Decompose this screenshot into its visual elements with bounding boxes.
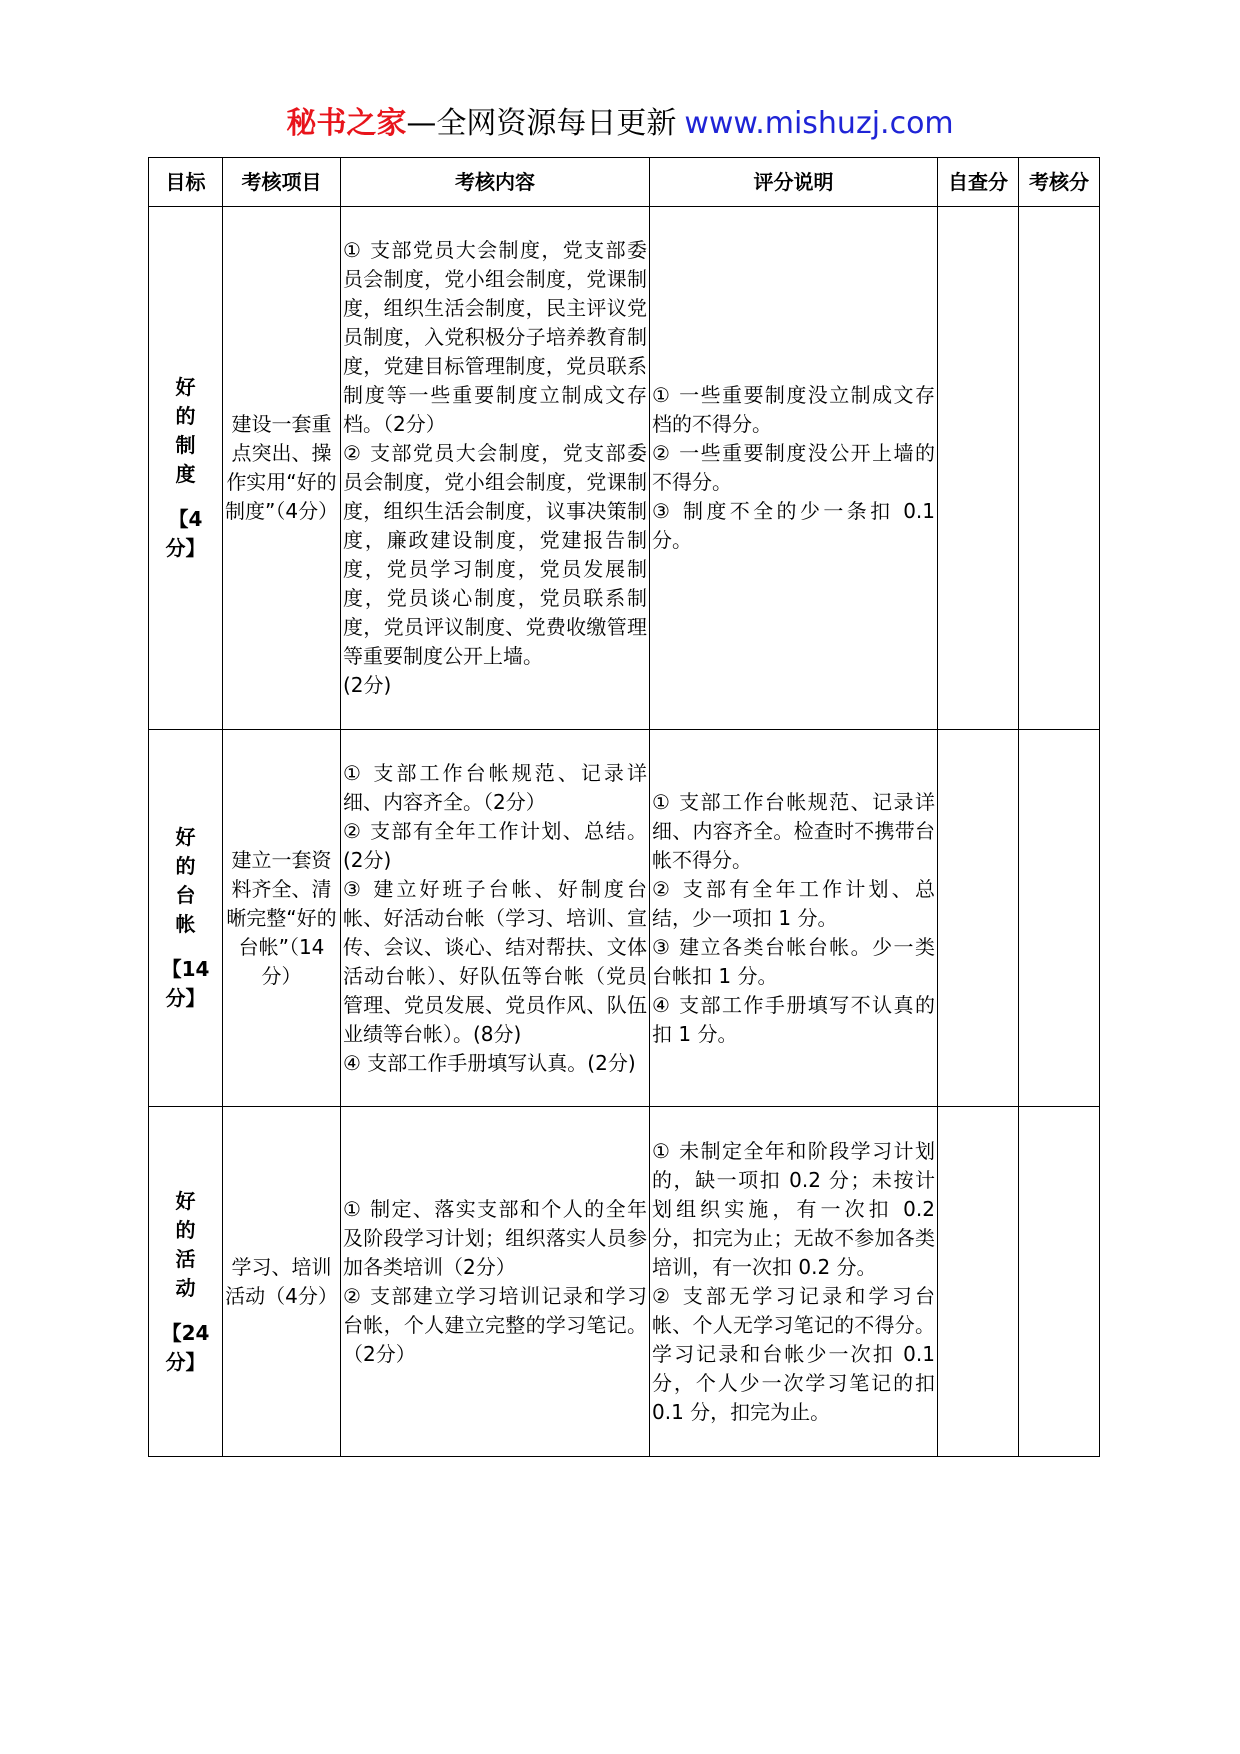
banner-slogan: —全网资源每日更新 xyxy=(406,106,677,141)
explain-cell xyxy=(650,207,938,730)
brand-name: 秘书之家 xyxy=(286,106,407,141)
content-cell xyxy=(341,730,650,1107)
header-content: 考核内容 xyxy=(341,158,650,207)
explain-line: ① 支部工作台帐规范、记录详细、内容齐全。检查时不携带台帐不得分。 xyxy=(652,789,935,872)
header-self-score: 自查分 xyxy=(938,158,1019,207)
item-cell: 学习、培训活动（4分） xyxy=(223,1107,341,1457)
goal-name: 好的制度 xyxy=(175,375,196,486)
goal-score: 【24分】 xyxy=(161,1320,210,1374)
table-row xyxy=(149,730,1100,1107)
explain-line: ③ 建立各类台帐台帐。少一类台帐扣 1 分。 xyxy=(652,934,935,988)
goal-cell xyxy=(149,730,223,1107)
table-header-row xyxy=(149,158,1100,207)
site-url[interactable]: www.mishuzj.com xyxy=(684,106,954,141)
explain-line: ② 一些重要制度没公开上墙的不得分。 xyxy=(652,441,935,494)
header-explain: 评分说明 xyxy=(650,158,938,207)
header-check-score: 考核分 xyxy=(1019,158,1100,207)
content-line: ① 支部党员大会制度，党支部委员会制度，党小组会制度，党课制度，组织生活会制度，民主评议党员制度，入党积极分子培养教育制度，党建目标管理制度，党员联系制度等一些重要制度立制成文存档。（2分） xyxy=(343,238,647,436)
explain-line: ③ 制度不全的少一条扣 0.1 分。 xyxy=(652,499,935,552)
table-row xyxy=(149,207,1100,730)
goal-name: 好的台帐 xyxy=(175,825,196,936)
self-score-cell[interactable] xyxy=(938,1107,1019,1457)
explain-cell xyxy=(650,1107,938,1457)
explain-cell xyxy=(650,730,938,1107)
content-line: ③ 建立好班子台帐、好制度台帐、好活动台帐（学习、培训、宣传、会议、谈心、结对帮扶、文体活动台帐）、好队伍等台帐（党员管理、党员发展、党员作风、队伍业绩等台帐）。(8分) xyxy=(343,876,647,1046)
check-score-cell[interactable] xyxy=(1019,207,1100,730)
goal-score: 【4分】 xyxy=(165,507,206,560)
content-cell xyxy=(341,1107,650,1457)
content-line: ① 支部工作台帐规范、记录详细、内容齐全。（2分） xyxy=(343,760,647,814)
content-line: ④ 支部工作手册填写认真。(2分) xyxy=(343,1050,636,1075)
goal-score: 【14分】 xyxy=(161,957,210,1010)
content-line: ② 支部有全年工作计划、总结。(2分) xyxy=(343,818,647,872)
header-goal: 目标 xyxy=(149,158,223,207)
self-score-cell[interactable] xyxy=(938,730,1019,1107)
item-cell: 建立一套资料齐全、清晰完整“好的台帐”（14分） xyxy=(223,730,341,1107)
goal-cell xyxy=(149,1107,223,1457)
explain-line: ① 一些重要制度没立制成文存档的不得分。 xyxy=(652,383,935,436)
item-cell: 建设一套重点突出、操作实用“好的制度”（4分） xyxy=(223,207,341,730)
table-row xyxy=(149,1107,1100,1457)
site-banner xyxy=(0,100,1240,148)
header-item: 考核项目 xyxy=(223,158,341,207)
check-score-cell[interactable] xyxy=(1019,1107,1100,1457)
explain-line: ② 支部有全年工作计划、总结，少一项扣 1 分。 xyxy=(652,876,935,930)
goal-name: 好的活动 xyxy=(175,1188,196,1300)
content-line: ① 制定、落实支部和个人的全年及阶段学习计划；组织落实人员参加各类培训（2分） xyxy=(343,1196,647,1279)
check-score-cell[interactable] xyxy=(1019,730,1100,1107)
self-score-cell[interactable] xyxy=(938,207,1019,730)
explain-line: ② 支部无学习记录和学习台帐、个人无学习笔记的不得分。学习记录和台帐少一次扣 0.1 分，个人少一次学习笔记的扣 0.1 分，扣完为止。 xyxy=(652,1283,935,1424)
explain-line: ④ 支部工作手册填写不认真的扣 1 分。 xyxy=(652,992,935,1046)
content-cell xyxy=(341,207,650,730)
goal-cell xyxy=(149,207,223,730)
explain-line: ① 未制定全年和阶段学习计划的，缺一项扣 0.2 分；未按计划组织实施，有一次扣 0.2 分，扣完为止；无故不参加各类培训，有一次扣 0.2 分。 xyxy=(652,1138,935,1279)
content-line: ② 支部党员大会制度，党支部委员会制度，党小组会制度，党课制度，组织生活会制度，议事决策制度，廉政建设制度，党建报告制度，党员学习制度，党员发展制度，党员谈心制度，党员联系制度，党员评议制度、党费收缴管理等重要制度公开上墙。 xyxy=(343,441,647,668)
content-line: (2分) xyxy=(343,673,392,697)
content-line: ② 支部建立学习培训记录和学习台帐，个人建立完整的学习笔记。（2分） xyxy=(343,1283,647,1366)
evaluation-table xyxy=(148,157,1100,1457)
